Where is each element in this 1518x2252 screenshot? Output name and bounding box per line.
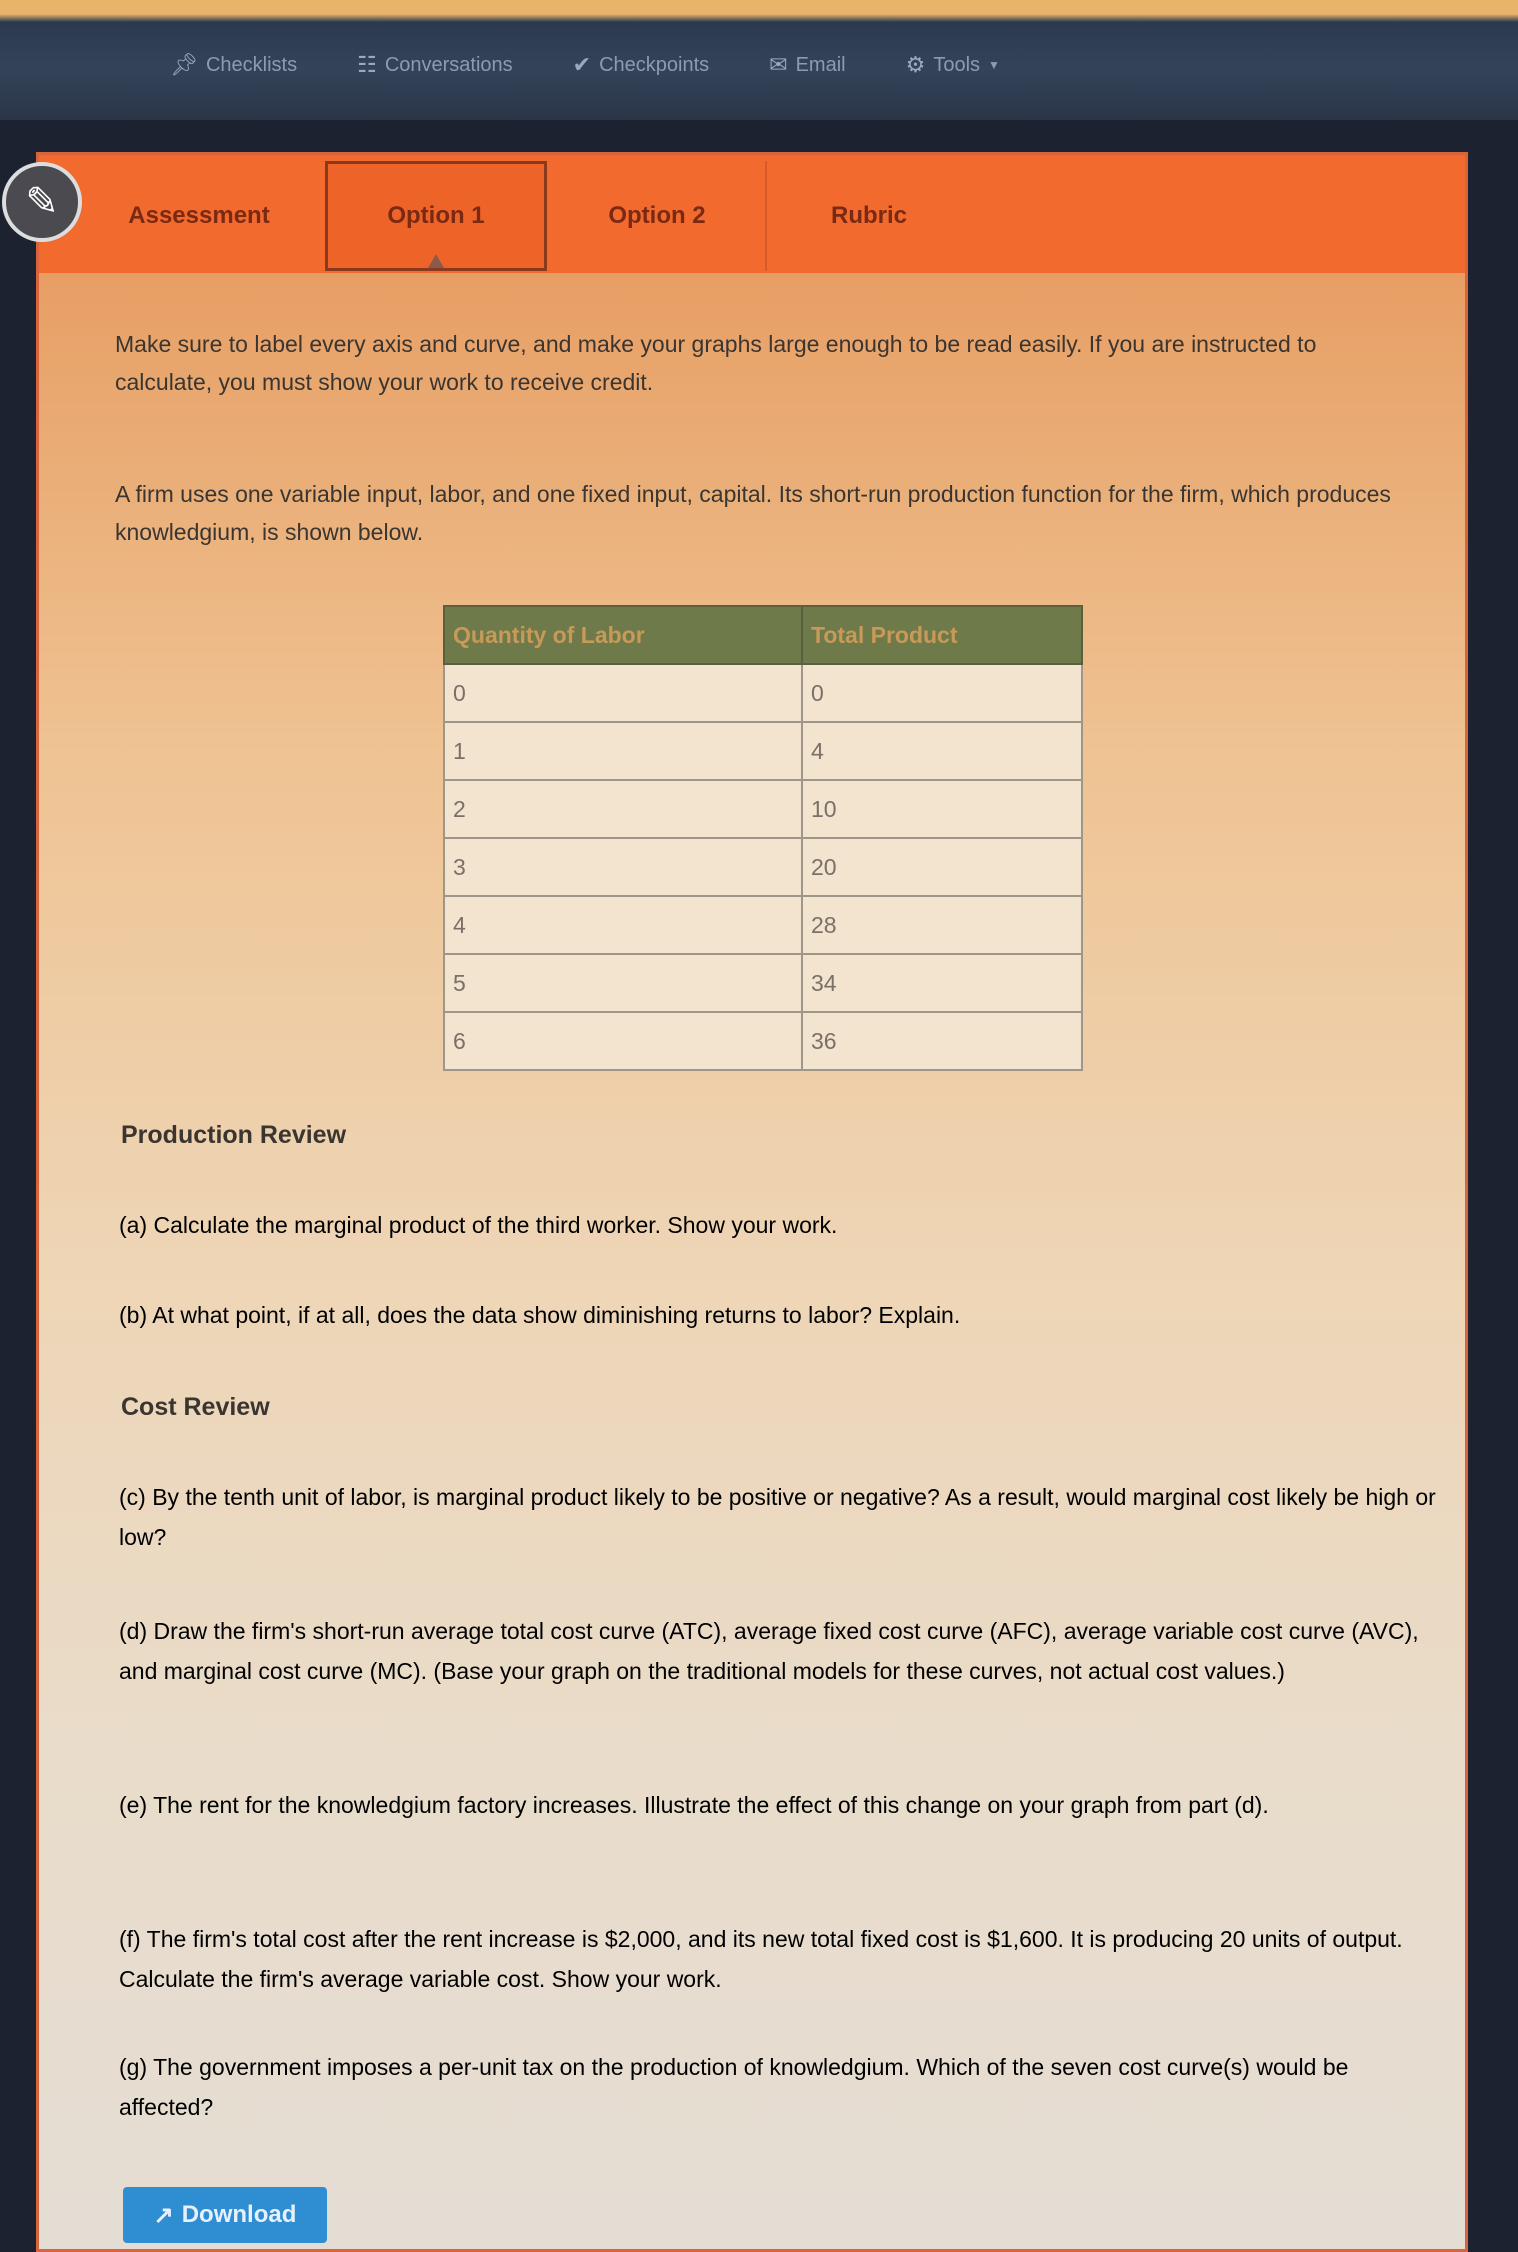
question-b: (b) At what point, if at all, does the data show diminishing returns to labor? Explain. [119, 1302, 961, 1328]
question-f: (f) The firm's total cost after the rent increase is $2,000, and its new total fixed cost is $1,600. It is producing 20 units of output. Calculate the firm's average variable cost. Show your work. [119, 1926, 1403, 1992]
nav-tools[interactable] [906, 52, 1000, 78]
tab-option-1[interactable] [325, 161, 547, 271]
table-row [444, 838, 1082, 896]
tab-option-2[interactable] [547, 161, 767, 271]
tab-rubric[interactable] [769, 161, 969, 271]
nav-checkpoints-label: Checkpoints [599, 53, 710, 76]
tab-option-1-label: Option 1 [387, 202, 485, 229]
table-row [444, 722, 1082, 780]
caret-down-icon: ▼ [988, 58, 1000, 72]
chat-icon: ☷ [357, 52, 377, 77]
header-quantity-of-labor: Quantity of Labor [444, 606, 802, 664]
labor-cell: 4 [444, 896, 802, 954]
download-button[interactable] [123, 2187, 327, 2243]
download-button-label: Download [181, 2201, 297, 2228]
total-product-cell: 0 [802, 664, 1082, 722]
total-product-cell: 10 [802, 780, 1082, 838]
production-table [443, 605, 1083, 1071]
labor-cell: 6 [444, 1012, 802, 1070]
question-d: (d) Draw the firm's short-run average total cost curve (ATC), average fixed cost curve (AFC), average variable cost curve (AVC), and marginal cost curve (MC). (Base your graph on the traditional models for these curves, not actual cost values.) [119, 1618, 1419, 1684]
nav-email-label: Email [795, 53, 846, 76]
labor-cell: 5 [444, 954, 802, 1012]
labor-cell: 3 [444, 838, 802, 896]
assignment-card [36, 152, 1468, 2252]
instructions-text: Make sure to label every axis and curve, and make your graphs large enough to be read easily. If you are instructed to calculate, you must show your work to receive credit. [115, 331, 1317, 395]
active-tab-pointer [428, 254, 444, 268]
nav-tools-label: Tools [933, 53, 981, 76]
question-c: (c) By the tenth unit of labor, is marginal product likely to be positive or negative? As a result, would marginal cost likely be high or low? [119, 1484, 1436, 1550]
cost-review-heading: Cost Review [121, 1393, 270, 1421]
total-product-cell: 34 [802, 954, 1082, 1012]
nav-checkpoints[interactable] [573, 52, 710, 78]
tab-bar [39, 155, 1465, 273]
tab-separator [765, 161, 767, 271]
pin-icon: 📌︎ [170, 52, 198, 77]
question-g: (g) The government imposes a per-unit tax on the production of knowledgium. Which of the seven cost curve(s) would be affected? [119, 2054, 1349, 2120]
table-row [444, 1012, 1082, 1070]
tab-assessment[interactable] [79, 161, 319, 271]
nav-checklists-label: Checklists [205, 53, 298, 76]
total-product-cell: 4 [802, 722, 1082, 780]
total-product-cell: 28 [802, 896, 1082, 954]
intro-text: A firm uses one variable input, labor, and one fixed input, capital. Its short-run production function for the firm, which produces knowledgium, is shown below. [115, 481, 1391, 545]
mail-icon: ✉ [769, 52, 788, 77]
table-row [444, 954, 1082, 1012]
question-a: (a) Calculate the marginal product of the third worker. Show your work. [119, 1212, 838, 1238]
tab-assessment-label: Assessment [128, 202, 270, 229]
labor-cell: 0 [444, 664, 802, 722]
labor-cell: 2 [444, 780, 802, 838]
top-navigation [0, 0, 1518, 120]
table-row [444, 780, 1082, 838]
table-row [444, 896, 1082, 954]
labor-cell: 1 [444, 722, 802, 780]
table-header-row [444, 606, 1082, 664]
topnav-items [170, 52, 1000, 78]
gear-icon: ⚙ [905, 52, 926, 77]
nav-conversations-label: Conversations [384, 53, 513, 76]
check-icon: ✔ [572, 52, 592, 77]
production-review-heading: Production Review [121, 1121, 347, 1149]
nav-checklists[interactable] [170, 52, 297, 78]
total-product-cell: 20 [802, 838, 1082, 896]
question-e: (e) The rent for the knowledgium factory increases. Illustrate the effect of this change on your graph from part (d). [119, 1792, 1269, 1818]
nav-conversations[interactable] [357, 52, 513, 78]
pencil-icon: ✎ [2, 162, 82, 242]
tab-rubric-label: Rubric [830, 202, 907, 229]
total-product-cell: 36 [802, 1012, 1082, 1070]
tab-option-2-label: Option 2 [608, 202, 706, 229]
header-total-product: Total Product [802, 606, 1082, 664]
nav-email[interactable] [769, 52, 845, 78]
table-row [444, 664, 1082, 722]
external-link-icon: ↗ [153, 2201, 174, 2229]
